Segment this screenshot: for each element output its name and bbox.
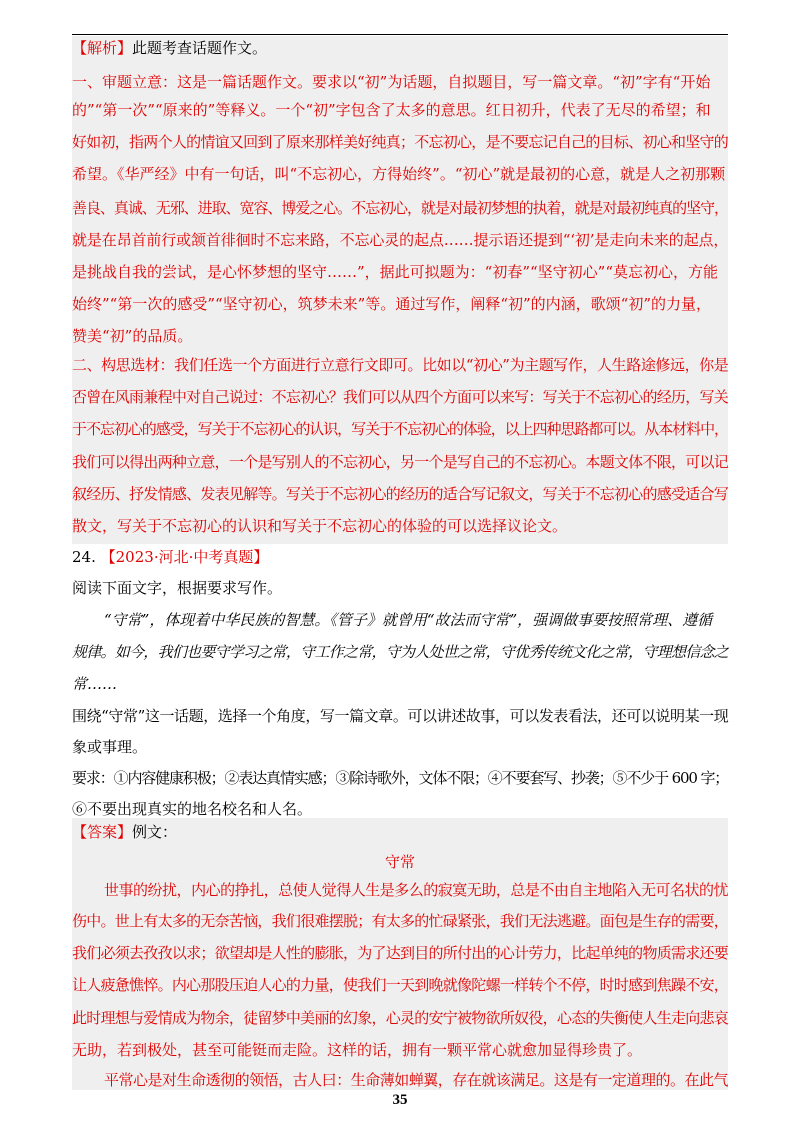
analysis-line: 善良、真诚、无邪、进取、宽容、博爱之心。不忘初心，就是对最初梦想的执着，就是对最初纯真的坚守， bbox=[72, 199, 728, 217]
analysis-line: 否曾在风雨兼程中对自己说过：不忘初心？我们可以从四个方面可以来写：写关于不忘初心的经历，写关 bbox=[72, 388, 729, 406]
answer-header bbox=[72, 822, 177, 842]
requirements-line: 要求：①内容健康积极；②表达真情实感；③除诗歌外，文体不限；④不要套写、抄袭；⑤不少于 600 字； bbox=[72, 769, 729, 787]
essay-line: 平常心是对生命透彻的领悟，古人曰：生命薄如蝉翼，存在就该满足。这是有一定道理的。在此气 bbox=[104, 1071, 729, 1089]
analysis-line: 好如初，指两个人的情谊又回到了原来那样美好纯真；不忘初心，是不要忘记自己的目标、初心和坚守的 bbox=[72, 133, 729, 151]
analysis-intro: 此题考查话题作文。 bbox=[132, 39, 268, 57]
question-source: 【2023·河北·中考真题】 bbox=[100, 548, 269, 566]
essay-line: 我们必须去孜孜以求；欲望却是人性的膨胀，为了达到目的所付出的心计劳力，比起单纯的物质需求还要 bbox=[72, 944, 729, 962]
analysis-line: 二、构思选材：我们任选一个方面进行立意行文即可。比如以“初心”为主题写作，人生路途修远，你是 bbox=[72, 356, 729, 374]
page-number: 35 bbox=[392, 1092, 408, 1108]
question-instruction: 阅读下面文字，根据要求写作。 bbox=[72, 579, 283, 597]
essay-title: 守常 bbox=[384, 853, 415, 871]
analysis-line: 的”“第一次”“原来的”等释义。一个“初”字包含了太多的意思。红日初升，代表了无尽的希望；和 bbox=[72, 101, 711, 119]
essay-line: 让人疲惫憔悴。内心那股压迫人心的力量，使我们一天到晚就像陀螺一样转个不停，时时感到焦躁不安， bbox=[72, 976, 729, 994]
essay-line: 此时理想与爱情成为物余，徒留梦中美丽的幻象，心灵的安宁被物欲所奴役，心态的失衡使人生走向悲哀 bbox=[72, 1009, 729, 1027]
essay-line: 世事的纷扰，内心的挣扎，总使人觉得人生是多么的寂寞无助，总是不由自主地陷入无可名状的忧 bbox=[104, 881, 729, 899]
question-number: 24. bbox=[72, 548, 96, 566]
analysis-line: 我们可以得出两种立意，一个是写别人的不忘初心，另一个是写自己的不忘初心。本题文体不限，可以记 bbox=[72, 453, 729, 471]
essay-line: 伤中。世上有太多的无奈苦恼，我们很难摆脱；有太多的忙碌紧张，我们无法逃避。面包是生存的需要， bbox=[72, 912, 729, 930]
analysis-line: 是挑战自我的尝试，是心怀梦想的坚守……”，据此可拟题为：“初春”“坚守初心”“莫忘初心，方能 bbox=[72, 263, 719, 281]
analysis-line: 叙经历、抒发情感、发表见解等。写关于不忘初心的经历的适合写记叙文，写关于不忘初心的感受适合写 bbox=[72, 485, 729, 503]
analysis-line bbox=[72, 38, 267, 58]
analysis-line: 于不忘初心的感受，写关于不忘初心的认识，写关于不忘初心的体验，以上四种思路都可以。从本材料中， bbox=[72, 420, 728, 438]
top-rule bbox=[72, 34, 728, 35]
analysis-line: 赞美“初”的品质。 bbox=[72, 327, 193, 345]
material-line: 常…… bbox=[72, 675, 118, 693]
answer-head: 【答案】 bbox=[72, 823, 133, 841]
material-line: “守常”，体现着中华民族的智慧。《管子》就曾用“故法而守常”，强调做事要按照常理、遵循 bbox=[104, 611, 713, 629]
material-line: 规律。如今，我们也要守学习之常，守工作之常，守为人处世之常，守优秀传统文化之常，守理想信念之 bbox=[72, 643, 729, 661]
analysis-line: 散文，写关于不忘初心的认识和写关于不忘初心的体验的可以选择议论文。 bbox=[72, 517, 568, 535]
requirements-line: ⑥不要出现真实的地名校名和人名。 bbox=[72, 800, 313, 818]
answer-intro: 例文： bbox=[132, 823, 178, 841]
analysis-head: 【解析】 bbox=[72, 39, 133, 57]
task-line: 象或事理。 bbox=[72, 738, 148, 756]
essay-line: 无助，若到极处，甚至可能铤而走险。这样的话，拥有一颗平常心就愈加显得珍贵了。 bbox=[72, 1041, 643, 1059]
analysis-line: 就是在昂首前行或颔首徘徊时不忘来路，不忘心灵的起点……提示语还提到“‘初’是走向未来的起点， bbox=[72, 231, 729, 249]
analysis-line: 始终”“第一次的感受”“坚守初心，筑梦未来”等。通过写作，阐释“初”的内涵，歌颂“初”的力量， bbox=[72, 295, 712, 313]
analysis-line: 一、审题立意：这是一篇话题作文。要求以“初”为话题，自拟题目，写一篇文章。“初”字有“开始 bbox=[72, 73, 711, 91]
question-header bbox=[72, 547, 268, 567]
analysis-line: 希望。《华严经》中有一句话，叫“不忘初心，方得始终”。“初心”就是最初的心意，就是人之初那颗 bbox=[72, 165, 726, 183]
task-line: 围绕“守常”这一话题，选择一个角度，写一篇文章。可以讲述故事，可以发表看法，还可以说明某一现 bbox=[72, 707, 729, 725]
